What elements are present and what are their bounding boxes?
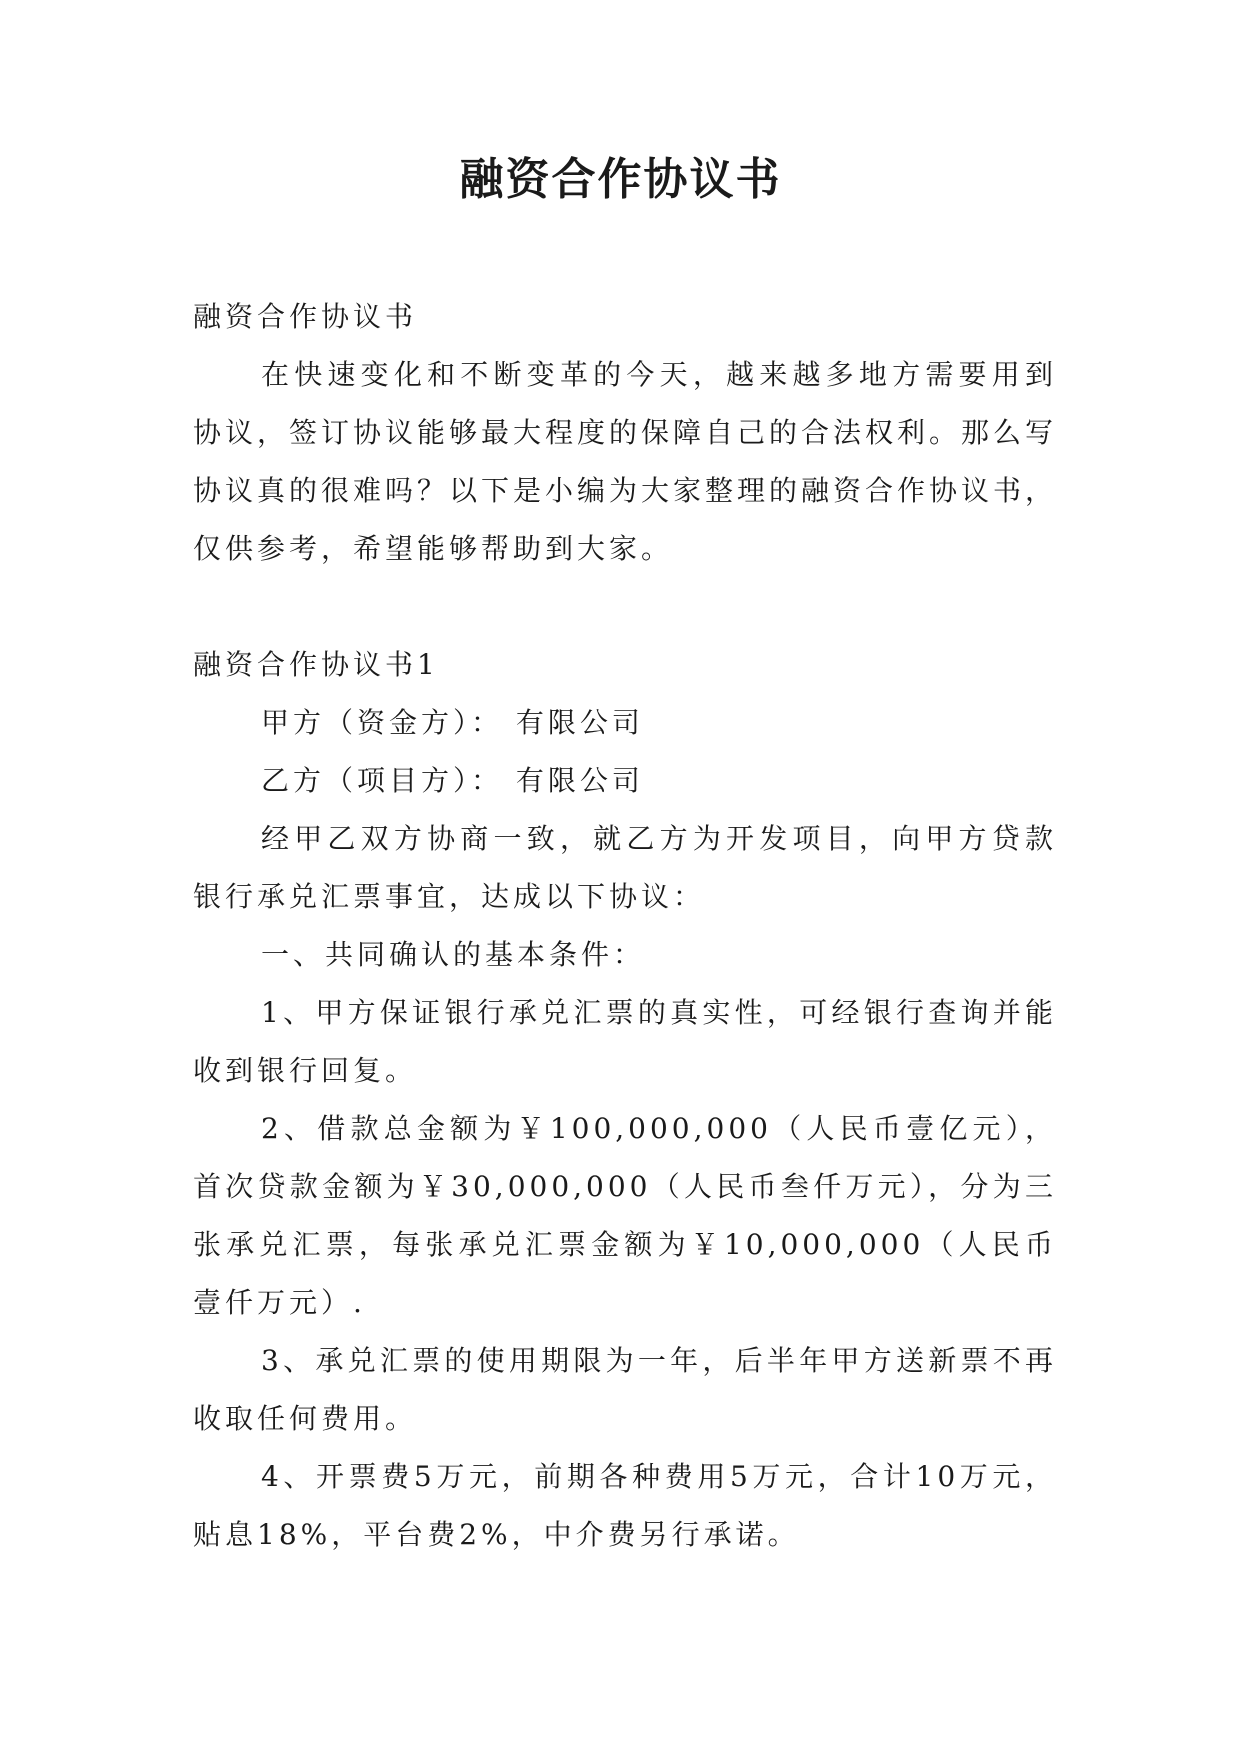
clause-item: 2、借款总金额为￥100,000,000（人民币壹亿元），首次贷款金额为￥30,000,000（人民币叁仟万元），分为三张承兑汇票，每张承兑汇票金额为￥10,000,000（人民币壹仟万元）.	[193, 1112, 1057, 1319]
clause-item: 3、承兑汇票的使用期限为一年，后半年甲方送新票不再收取任何费用。	[193, 1344, 1057, 1435]
intro-heading: 融资合作协议书	[193, 300, 418, 333]
preamble-paragraph: 经甲乙双方协商一致，就乙方为开发项目，向甲方贷款银行承兑汇票事宜，达成以下协议：	[193, 822, 1057, 913]
document-title: 融资合作协议书	[459, 154, 782, 205]
party-b-line: 乙方（项目方）： 有限公司	[261, 764, 644, 797]
party-a-line: 甲方（资金方）： 有限公司	[261, 706, 644, 739]
clause-heading: 一、共同确认的基本条件：	[261, 938, 646, 971]
clause-item: 1、甲方保证银行承兑汇票的真实性，可经银行查询并能收到银行回复。	[193, 996, 1057, 1087]
clause-item: 4、开票费5万元，前期各种费用5万元，合计10万元，贴息18%，平台费2%，中介费另行承诺。	[193, 1460, 1057, 1551]
section-heading: 融资合作协议书1	[193, 648, 439, 681]
document-body	[193, 288, 1057, 1564]
intro-paragraph: 在快速变化和不断变革的今天，越来越多地方需要用到协议，签订协议能够最大程度的保障自己的合法权利。那么写协议真的很难吗？以下是小编为大家整理的融资合作协议书，仅供参考，希望能够帮助到大家。	[193, 358, 1058, 565]
section-spacer	[193, 578, 1057, 636]
